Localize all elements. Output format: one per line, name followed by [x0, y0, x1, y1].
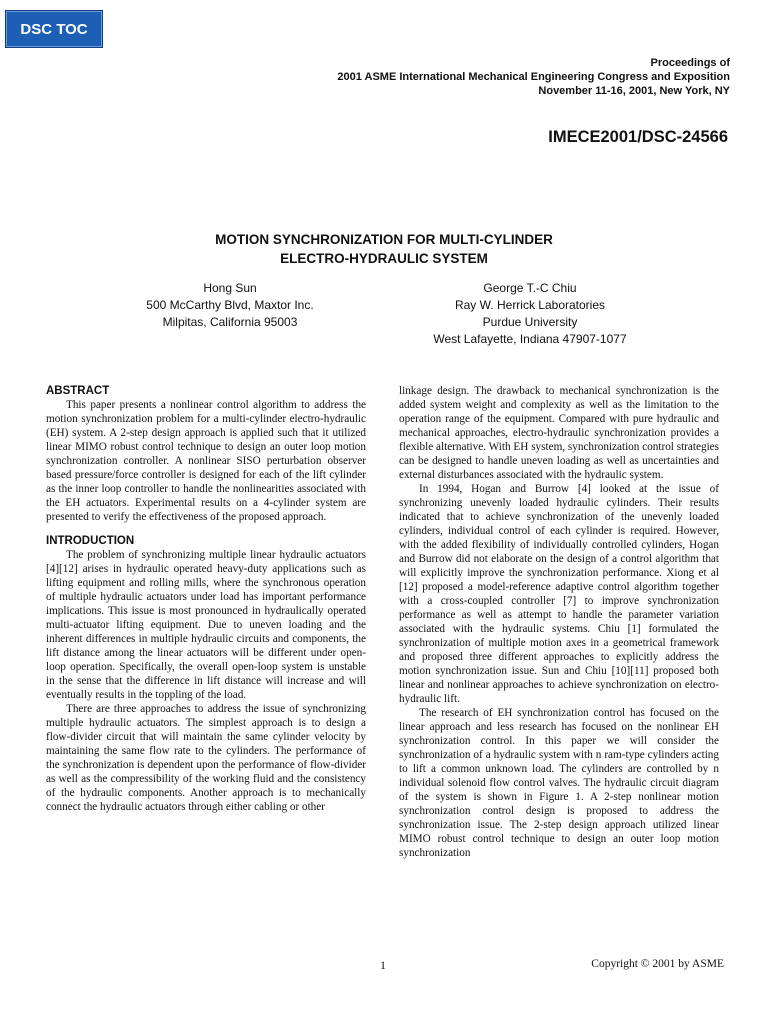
author-block-2: [400, 280, 660, 348]
author-block-1: [120, 280, 340, 331]
author-address: Milpitas, California 95003: [162, 315, 298, 329]
author-address: West Lafayette, Indiana 47907-1077: [433, 332, 627, 346]
proceedings-line-1: Proceedings of: [650, 57, 730, 69]
page-number: 1: [380, 958, 386, 972]
intro-paragraph-3: linkage design. The drawback to mechanical synchronization is the added system weight and complexity as well as the limitation to the operation range of the equipment. Compared with pure hydraulic and mechanical approaches, electro-hydraulic synchronization provides a flexible alternative. With EH system, synchronization control strategies can be designed to handle uneven loading as well as uncertainties and external disturbances associated with the hydraulic system.: [399, 385, 719, 481]
abstract-heading: ABSTRACT: [46, 385, 110, 397]
introduction-heading: INTRODUCTION: [46, 535, 135, 547]
author-affiliation: Ray W. Herrick Laboratories: [454, 298, 606, 312]
proceedings-line-2: 2001 ASME International Mechanical Engineering Congress and Exposition: [337, 71, 730, 83]
author-affiliation: 500 McCarthy Blvd, Maxtor Inc.: [146, 298, 314, 312]
copyright-notice: Copyright © 2001 by ASME: [591, 958, 724, 970]
right-column: [399, 384, 719, 860]
author-name: George T.-C Chiu: [483, 281, 577, 295]
abstract-text: This paper presents a nonlinear control algorithm to address the motion synchronization problem for a multi-cylinder electro-hydraulic (EH) system. A 2-step design approach is applied such that it utilized linear MIMO robust control technique to design an outer loop motion synchronization controller. A nonlinear SISO perturbation observer based pressure/force controller is designed for each of the lift cylinder as the inner loop controller to handle the nonlinearities associated with the EH actuators. Experimental results on a 4-cylinder system are presented to verify the effectiveness of the proposed approach.: [46, 399, 366, 523]
author-affiliation: Purdue University: [482, 315, 578, 329]
proceedings-line-3: November 11-16, 2001, New York, NY: [538, 85, 730, 97]
paper-id: IMECE2001/DSC-24566: [548, 128, 728, 146]
paper-title-line-1: MOTION SYNCHRONIZATION FOR MULTI-CYLINDER: [215, 232, 553, 247]
intro-paragraph-1: The problem of synchronizing multiple linear hydraulic actuators [4][12] arises in hydraulic operated heavy-duty applications such as lifting equipment and rolling mills, where the synchronous operation of multiple hydraulic actuators under load has important performance implications. This issue is most pronounced in hydraulically operated multi-actuator lifting equipment. Due to uneven loading and the inherent differences in multiple hydraulic circuits and components, the lift distance among the linear actuators will be different under open-loop operation. Specifically, the overall open-loop system is unstable in the sense that the difference in lift distance will increase and will eventually results in the toppling of the load.: [46, 549, 366, 701]
proceedings-header: [337, 56, 730, 98]
intro-paragraph-4: In 1994, Hogan and Burrow [4] looked at the issue of synchronizing unevenly loaded hydraulic cylinders. Their results indicated that to achieve synchronization of the unevenly loaded cylinders, individual control of each cylinder is required. However, with the added flexibility of individually controlled cylinders, Hogan and Burrow did not elaborate on the design of a control algorithm that will explicitly improve the synchronization performance. Xiong et al [12] proposed a model-reference adaptive control algorithm together with a cross-coupled controller [7] to improve synchronization performance as well as attempt to handle the parameter variation associated with the hydraulic systems. Chiu [1] formulated the synchronization of multiple motion axes in a geometrical framework and proposed three different approaches to explicitly address the motion synchronization issue. Sun and Chiu [10][11] proposed both linear and nonlinear approaches to achieve synchronization on electro-hydraulic lift.: [399, 483, 719, 705]
intro-paragraph-2: There are three approaches to address the issue of synchronizing multiple hydraulic actuators. The simplest approach is to design a flow-divider circuit that will maintain the same cylinder velocity by maintaining the same flow rate to the cylinders. The performance of the synchronization is dependent upon the performance of flow-divider as well as the compressibility of the working fluid and the consistency of the hydraulic components. Another approach is to mechanically connect the hydraulic actuators through either cabling or other: [46, 703, 366, 813]
paper-title-line-2: ELECTRO-HYDRAULIC SYSTEM: [280, 251, 488, 266]
left-column: [46, 384, 366, 814]
dsc-toc-button[interactable]: DSC TOC: [5, 10, 103, 48]
paper-title: [0, 230, 768, 268]
intro-paragraph-5: The research of EH synchronization control has focused on the linear approach and less research has focused on the nonlinear EH synchronization control. In this paper we will consider the synchronization of a hydraulic system with n ram-type cylinders acting to lift a common unknown load. The cylinders are controlled by n individual solenoid flow control valves. The hydraulic circuit diagram of the system is shown in Figure 1. A 2-step nonlinear motion synchronization control design is proposed to address the synchronization issue. The 2-step design approach utilized linear MIMO robust control technique to design an outer loop motion synchronization: [399, 707, 719, 859]
author-name: Hong Sun: [203, 281, 257, 295]
